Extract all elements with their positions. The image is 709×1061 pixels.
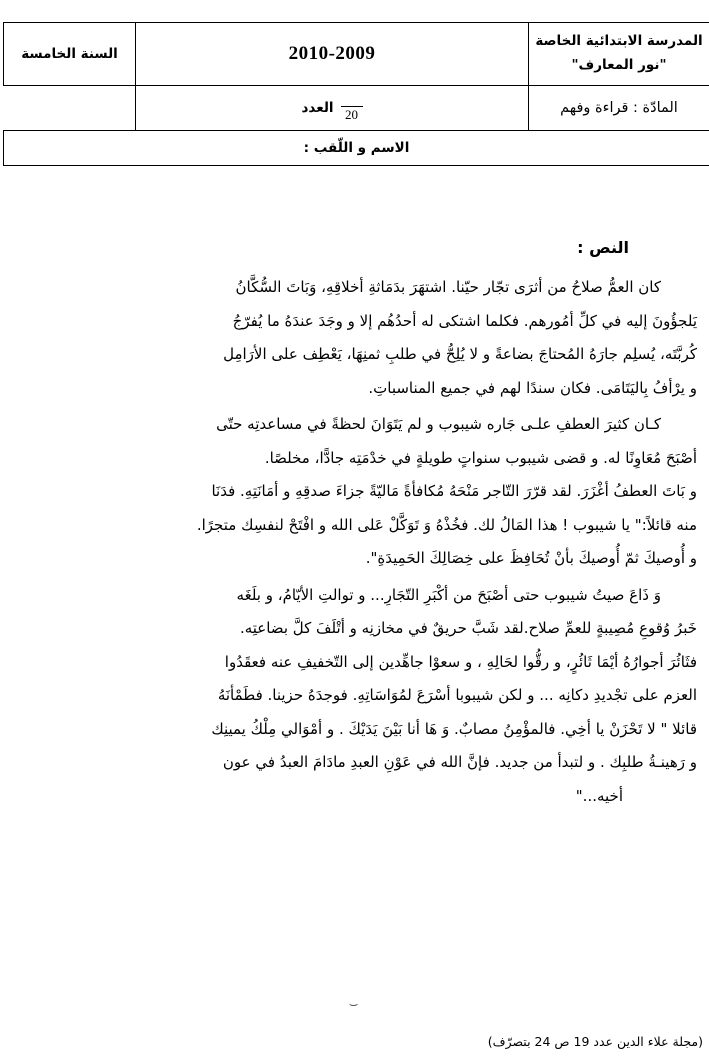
paragraph-line [8,612,701,646]
paragraph-line [8,305,701,339]
paragraph-2 [8,408,701,576]
paragraph-line [8,679,701,713]
student-name-cell[interactable]: الاسم و اللّقب : [4,131,709,166]
paragraph-line-text: و رَهينـةُ طلبِك . و لتبدأ من جديد. فإنَّ الله في عَوْنِ العبدِ مادَامَ العبدُ في عون [222,753,697,771]
score-denominator: 20 [345,106,359,122]
paragraph-line [8,408,701,442]
paragraph-line-text: يَلجؤُونَ إليه في كلِّ أمُورهم. فكلما اشتكى له أحدُهُم إلا و وجَدَ عندَهُ ما يُفرّجُ [232,311,697,330]
paragraph-line-text: و أُوصيكَ ثمّ أُوصيكَ بأنْ تُحَافِظَ على خِصَالِكَ الحَمِيدَةِ". [365,549,697,567]
score-cell [136,86,529,131]
decorative-squiggle: ⌣ [348,995,361,1013]
paragraph-line-text: كان العمُّ صلاحُ من أثرَى تجّار حيّنا. اشتهَرَ بدَمَاثةِ أخلاقِهِ، وَبَاتَ السُّكَّانُ [235,278,661,296]
source-citation: (مجلة علاء الدين عدد 19 ص 24 بتصرّف) [487,1034,703,1049]
paragraph-line-text: وَ ذَاعَ صيتُ شيبوب حتى أصْبَحَ من أكْبَرِ التّجَارِ... و توالتِ الأيّامُ، و بلَغَه [236,585,661,604]
paragraph-line [8,372,701,406]
text-section-label: النص : [577,238,629,257]
paragraph-line-text: أخيه..." [575,786,623,805]
score-numerator[interactable] [342,96,362,105]
exam-body [8,238,701,816]
header-row-top [4,23,709,86]
header-row-name [4,131,709,166]
paragraph-line-text: خَبرُ وُقوعِ مُصِيبةٍ للعمِّ صلاح.لقد شَبَّ حريقٌ في مخازنِه و أتْلَفَ كلَّ بضاعتِه. [239,619,697,637]
class-level-cell: السنة الخامسة [4,23,136,86]
header-row-middle [4,86,709,131]
paragraph-line [8,780,701,814]
paragraph-line [8,509,701,543]
paragraph-line [8,271,701,305]
paragraph-line-text: منه قائلاً:" يا شيبوب ! هذا المَالُ لك. فخُذْهُ وَ تَوَكَّلْ عَلى الله و افْتَحْ لنفسِك متجرًا. [196,515,697,534]
exam-header-table [3,22,709,166]
paragraph-line [8,338,701,372]
score-label: العدد [301,100,334,116]
paragraph-line-text: العزم على تجْديدِ دكانِه ... و لكن شيبوبا أسْرَعَ لمُوَاسَاتِهِ. فوجدَهُ حزينا. فطَمْأنَهُ [217,686,697,704]
paragraph-line [8,579,701,613]
paragraph-line-text: كـان كثيرَ العطفِ علـى جَاره شيبوب و لم يَتَوَانَ لحظةً في مساعدتِه حتّى [216,415,661,433]
paragraph-line-text: و بَاتَ العطفُ أغْزَرَ. لقد قرّرَ التّاجر مَنْحَهُ مُكافأةً مَاليّةً جزاءَ صدقِهِ و أمَانَتِهِ. فدَنَا [211,482,697,500]
paragraph-line-text: أصْبَحَ مُعَاوِنًا له. و قضى شيبوب سنواتٍ طويلةٍ في خدْمَتِه جادًّا، مخلصًا. [264,448,697,467]
paragraph-line [8,746,701,780]
paragraph-3 [8,579,701,814]
paragraph-line-text: كُربَّتَه، يُسلِم جارَهُ المُحتاجَ بضاعةً و لا يُلِحُّ في طلبِ ثمنِهَا، يَعْطِف على الأرَامِل [223,345,697,363]
school-year-cell: 2010-2009 [136,23,529,86]
paragraph-line [8,542,701,576]
paragraph-line-text: و يرْأفُ بِاليَتَامَى. فكان سندًا لهم في جميع المناسباتِ. [368,378,697,397]
score-fraction [341,96,363,121]
paragraph-line [8,475,701,509]
paragraph-line [8,713,701,747]
subject-cell: المادّة : قراءة وفهم [529,86,709,131]
school-name-line2: "نور المعارف" [571,57,667,73]
paragraph-line-text: قائلا " لا تَحْزَنْ يا أخِي. فالمؤْمِنُ مصابٌ. وَ هَا أنا بَيْنَ يَدَيْكَ . و أمْوَالي مِلْكُ يمينِك [211,719,697,738]
school-name-cell [529,23,709,86]
paragraph-line [8,646,701,680]
paragraph-1 [8,271,701,405]
school-name-line1: المدرسة الابتدائية الخاصة [535,33,703,50]
score-wrapper [136,96,528,121]
paragraph-line [8,442,701,476]
paragraph-line-text: فثَائُرَ أجوارُهُ أيْمَا ثَائُرٍ، و رقُّوا لحَالِهِ ، و سعوْا جاهِّدين إلى التّخفيفِ عنه فعقَدُوا [224,652,697,671]
